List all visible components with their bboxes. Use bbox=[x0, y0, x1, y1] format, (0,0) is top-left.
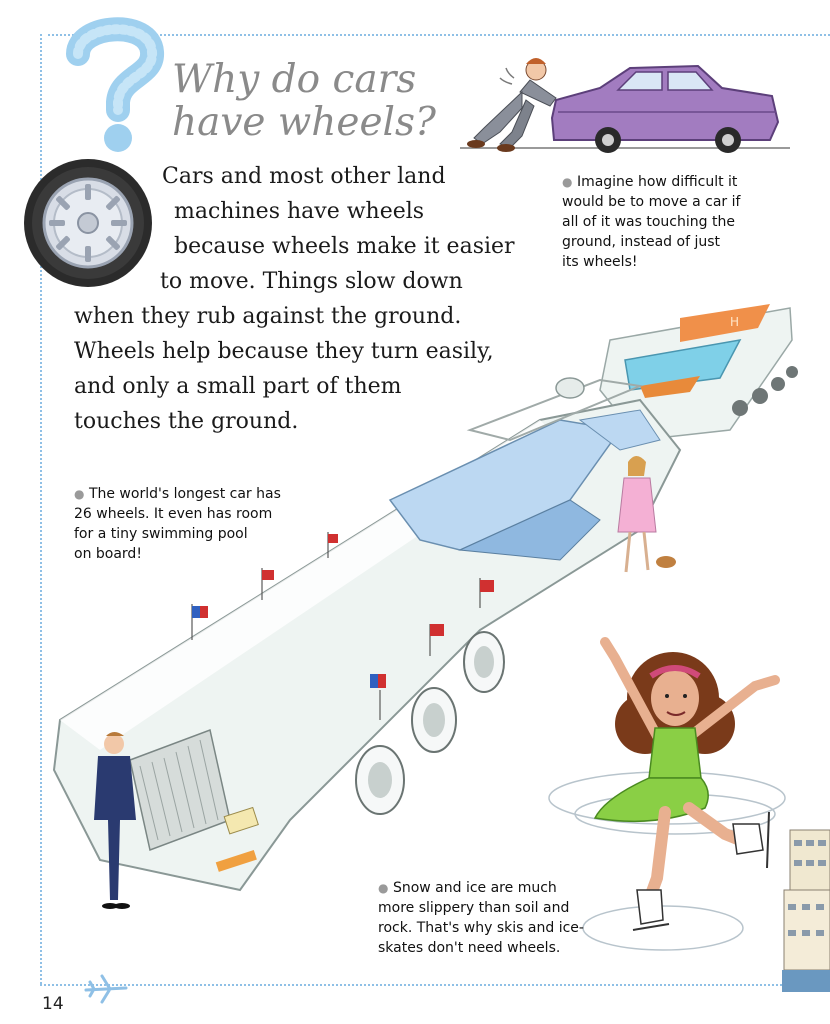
body-line-4: to move. Things slow down bbox=[160, 269, 463, 294]
note-push-line-4: ground, instead of just bbox=[562, 234, 720, 250]
page-border-bottom bbox=[40, 984, 830, 986]
ship-illustration bbox=[780, 820, 830, 1000]
body-line-6: Wheels help because they turn easily, bbox=[74, 339, 494, 364]
note-longest-line-3: for a tiny swimming pool bbox=[74, 526, 248, 542]
body-line-3: because wheels make it easier bbox=[174, 234, 515, 259]
body-line-7: and only a small part of them bbox=[74, 374, 402, 399]
bullet-icon: ● bbox=[378, 881, 389, 895]
note-snow-line-3: rock. That's why skis and ice- bbox=[378, 920, 584, 936]
note-snow-line-4: skates don't need wheels. bbox=[378, 940, 561, 956]
body-line-1: Cars and most other land bbox=[162, 164, 446, 189]
title-line-2: have wheels? bbox=[172, 100, 436, 145]
note-push-line-1: Imagine how difficult it bbox=[576, 174, 738, 190]
title-line-1: Why do cars bbox=[172, 57, 417, 102]
helipad-letter: H bbox=[730, 315, 740, 329]
note-snow-line-2: more slippery than soil and bbox=[378, 900, 570, 916]
man-pushing-car-illustration bbox=[460, 48, 800, 154]
bullet-icon: ● bbox=[562, 175, 573, 189]
note-longest-car bbox=[74, 484, 281, 564]
wheel-icon bbox=[22, 158, 154, 288]
page-number: 14 bbox=[42, 994, 64, 1014]
note-longest-line-4: on board! bbox=[74, 546, 142, 562]
note-snow-line-1: Snow and ice are much bbox=[392, 880, 557, 896]
note-longest-line-1: The world's longest car has bbox=[88, 486, 281, 502]
body-line-5: when they rub against the ground. bbox=[74, 304, 462, 329]
note-longest-line-2: 26 wheels. It even has room bbox=[74, 506, 273, 522]
note-push-line-3: all of it was touching the bbox=[562, 214, 735, 230]
body-line-2: machines have wheels bbox=[174, 199, 425, 224]
note-push-line-2: would be to move a car if bbox=[562, 194, 741, 210]
plane-icon bbox=[82, 968, 130, 1010]
body-line-8: touches the ground. bbox=[74, 409, 299, 434]
bullet-icon: ● bbox=[74, 487, 85, 501]
question-mark-icon bbox=[60, 14, 170, 154]
note-push-line-5: its wheels! bbox=[562, 254, 638, 270]
note-snow-ice bbox=[378, 878, 584, 958]
note-push-car bbox=[562, 172, 740, 272]
page-title bbox=[172, 58, 436, 144]
